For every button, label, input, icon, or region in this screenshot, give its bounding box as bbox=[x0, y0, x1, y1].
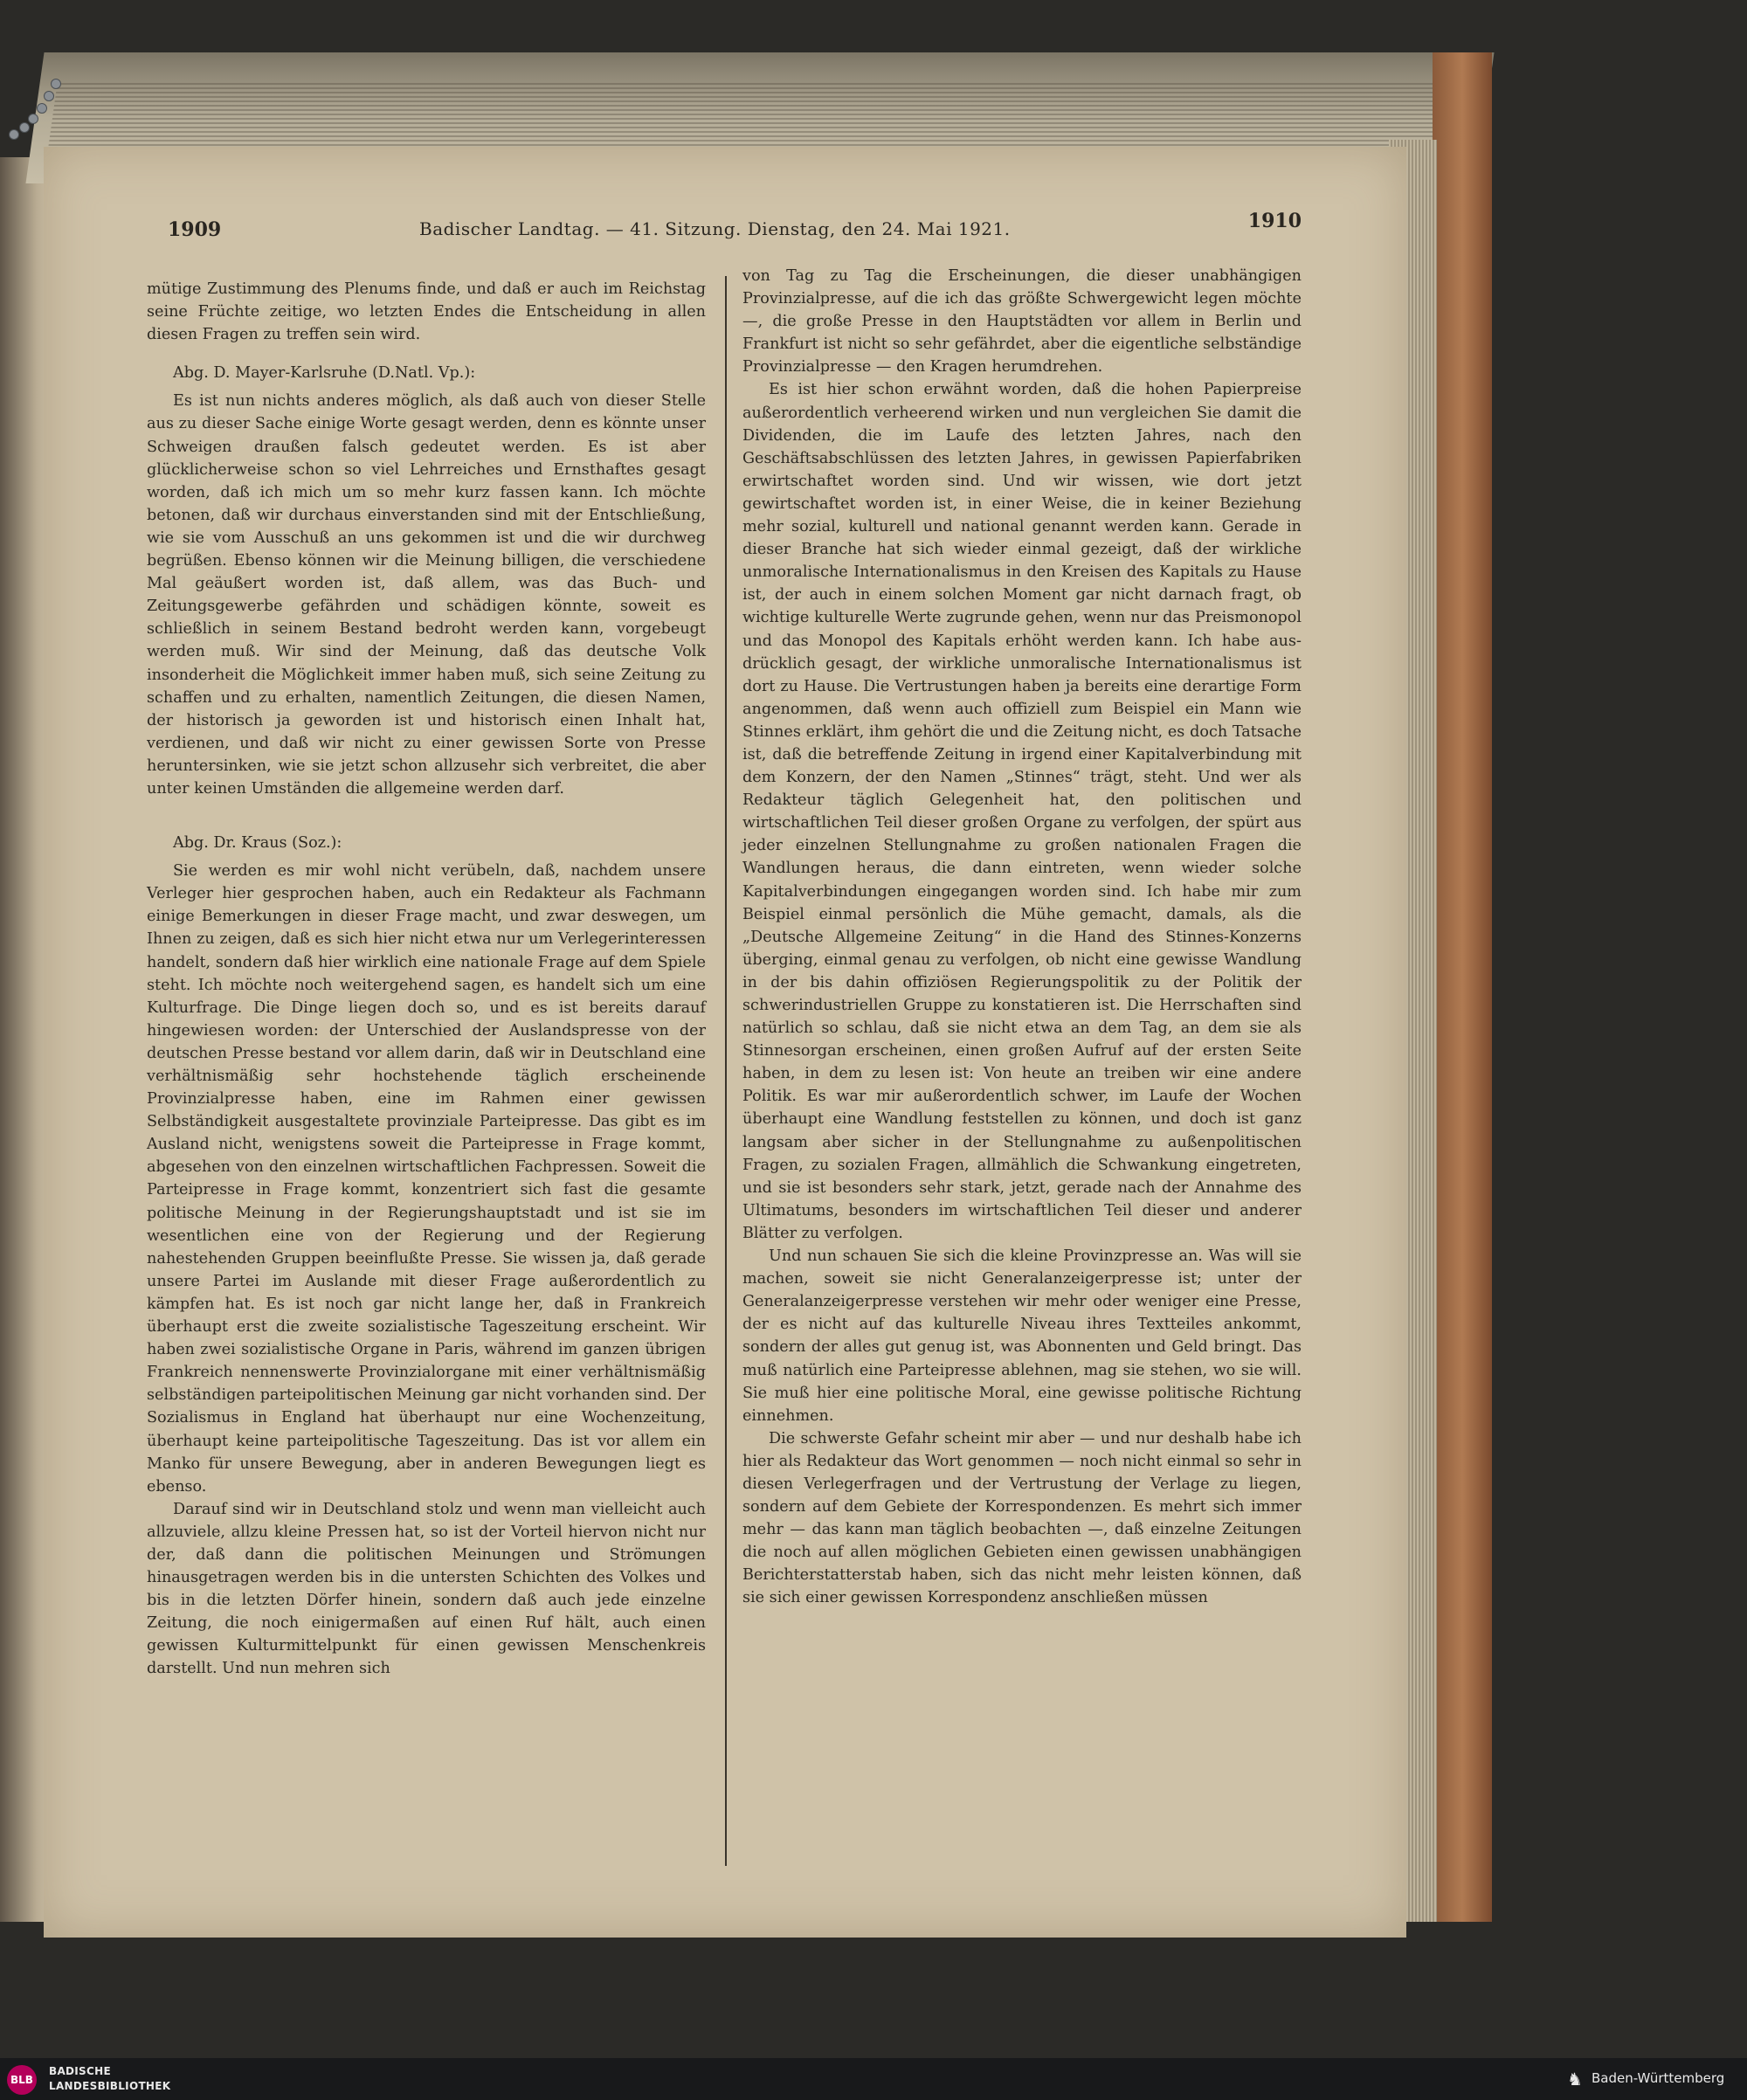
paragraph: mütige Zustimmung des Plenums finde, und daß er auch im Reichstag seine Früchte zeitige, wo letzten Endes die Entscheidung in allen diesen Fragen zu treffen sein wird. bbox=[147, 280, 706, 344]
paragraph: Die schwerste Gefahr scheint mir aber — und nur deshalb habe ich hier als Redakteur das Wort genommen — noch nicht einmal so sehr in diesen Verlegerfragen und der Vertrustung der Verlage zu liegen, sondern auf dem Gebiete der Korrespondenzen. Es mehrt sich immer mehr — das kann man täglich beobachten —, daß einzelne Zeitungen die noch auf allen möglichen Gebieten einen gewissen unabhängigen Berichterstatterstab haben, sich das nicht mehr leisten können, daß sie sich einer gewissen Korrespondenz anschließen müssen bbox=[742, 1429, 1302, 1607]
page-header bbox=[44, 210, 1406, 253]
page-number-right: 1910 bbox=[1247, 210, 1302, 232]
footer-bar bbox=[0, 2058, 1747, 2100]
institution-name bbox=[49, 2064, 170, 2094]
paragraph: Es ist nun nichts anderes möglich, als daß auch von dieser Stelle aus zu dieser Sache einige Worte gesagt werden, denn es könnte unser Schweigen draußen falsch gedeutet werden. Es ist aber glücklicherweise schon so viel Lehrreiches und Ernsthaftes gesagt worden, daß ich mich um so mehr kurz fassen kann. Ich möchte betonen, daß wir durchaus einverstanden sind mit der Entschließung, wie sie vom Ausschuß an uns gekommen ist und die wir durchweg begrüßen. Ebenso können wir die Meinung billigen, die verschiedene Mal geäußert worden ist, daß allem, was das Buch- und Zeitungsgewerbe gefährden und schädigen könnte, soweit es schließlich in seinem Bestand bedroht werden kann, vorgebeugt werden muß. Wir sind der Meinung, daß das deutsche Volk insonderheit die Möglichkeit immer haben muß, sich seine Zeitung zu schaffen und zu erhalten, namentlich Zeitungen, die diesen Namen, der historisch ja geworden ist und historisch einen Inhalt hat, verdienen, und daß wir nicht zu einer gewissen Sorte von Presse heruntersinken, wie sie jetzt schon allzusehr sich verbreitet, die aber unter keinen Umständen die allgemeine werden darf. bbox=[147, 392, 706, 798]
running-title: Badischer Landtag. — 41. Sitzung. Dienstag, den 24. Mai 1921. bbox=[419, 218, 1011, 239]
book-cover-right bbox=[1433, 52, 1492, 1922]
document-page bbox=[44, 147, 1406, 1938]
book-top-page-lines bbox=[47, 83, 1454, 153]
paragraph: Und nun schauen Sie sich die kleine Provinzpresse an. Was will sie machen, soweit sie nicht Generalanzeigerpresse ist; unter der Generalanzeigerpresse verstehen wir mehr oder weniger eine Presse, der es nicht auf das kulturelle Niveau ihres Textteiles ankommt, sondern der alles gut genug ist, was Abonnenten und Geld bringt. Das muß natürlich eine Parteipresse ablehnen, mag sie stehen, wo sie will. Sie muß hier eine politische Moral, eine gewisse politische Richtung einnehmen. bbox=[742, 1247, 1302, 1425]
paragraph: Darauf sind wir in Deutschland stolz und wenn man vielleicht auch allzuviele, allzu kleine Pressen hat, so ist der Vorteil hiervon nicht nur der, daß dann die politischen Meinungen und Strömungen hinausgetragen werden bis in die untersten Schichten des Volkes und bis in die letzten Dörfer hinein, sondern daß auch jede einzelne Zeitung, die noch einigermaßen auf einen Ruf hält, auch einen gewissen Kulturmittelpunkt für einen gewissen Menschenkreis darstellt. Und nun mehren sich bbox=[147, 1500, 706, 1678]
speaker-heading: Abg. Dr. Kraus (Soz.): bbox=[173, 834, 342, 853]
paragraph: Sie werden es mir wohl nicht verübeln, daß, nachdem unsere Verleger hier gesprochen haben, auch ein Redakteur als Fachmann einige Bemerkungen in dieser Frage macht, und zwar deswegen, um Ihnen zu zeigen, daß es sich hier nicht etwa nur um Verlegerinteressen handelt, sondern daß hier wirklich eine nationale Frage auf dem Spiele steht. Ich möchte noch weitergehend sagen, es handelt sich um eine Kulturfrage. Die Dinge liegen doch so, und es ist bereits darauf hingewiesen worden: der Unterschied der Auslandspresse von der deutschen Presse bestand vor allem darin, daß wir in Deutschland eine verhältnismäßig sehr hochstehende täglich erscheinende Provinzialpresse haben, eine im Rahmen einer gewissen Selbständigkeit ausgestaltete provinziale Parteipresse. Das gibt es im Ausland nicht, wenigstens soweit die Parteipresse in Frage kommt, abgesehen von den einzelnen wirtschaftlichen Fachpressen. Soweit die Parteipresse in Frage kommt, konzentriert sich fast die gesamte politische Meinung in der Regierungshauptstadt und ist sie im wesentlichen eine von der Regierung und der Regierung nahestehenden Gruppen beeinflußte Presse. Sie wissen ja, daß gerade unsere Partei im Auslande mit dieser Frage außerordentlich zu kämpfen hat. Es ist noch gar nicht lange her, daß in Frankreich überhaupt erst die zweite sozialistische Tageszeitung erscheint. Wir haben zwei sozialistische Organe in Paris, während im ganzen übrigen Frankreich nennenswerte Provinzialorgane mit einer verhältnismäßig selbständigen parteipolitischen Meinung gar nicht vorhanden sind. Der Sozialismus in England hat überhaupt nur eine Wochenzeitung, überhaupt keine parteipolitische Tageszeitung. Das ist vor allem ein Manko für unsere Bewegung, aber in anderen Bewegungen liegt es ebenso. bbox=[147, 862, 706, 1496]
paragraph: Es ist hier schon erwähnt worden, daß die hohen Papierpreise außerordentlich verheerend wirken und nun vergleichen Sie damit die Dividenden, die im Laufe des letzten Jahres, nach den Geschäftsabschlüssen des letzten Jahres, in gewissen Papierfabriken erwirtschaftet worden sind. Und wir wissen, wie dort jetzt gewirtschaftet worden ist, in einer Weise, die in keiner Beziehung mehr sozial, kulturell und national genannt werden kann. Gerade in dieser Branche hat sich wieder einmal gezeigt, daß der wirkliche unmoralische Internationalismus in den Kreisen des Kapitals zu Hause ist, der auch in einem solchen Moment gar nicht darnach fragt, ob wichtige kulturelle Werte zugrunde gehen, wenn nur das Preismonopol und das Monopol des Kapitals erhöht werden kann. Ich habe ausdrücklich gesagt, der wirkliche unmoralische Internationalismus ist dort zu Hause. Die Vertrustungen haben ja bereits eine derartige Form angenommen, daß wenn auch offiziell zum Beispiel ein Mann wie Stinnes erklärt, ihm gehört die und die Zeitung nicht, es doch Tatsache ist, daß die betreffende Zeitung in irgend einer Kapitalverbindung mit dem Konzern, der den Namen „Stinnes“ trägt, steht. Und wer als Redakteur täglich Gelegenheit hat, den politischen und wirtschaftlichen Teil dieser großen Organe zu verfolgen, der spürt aus jeder einzelnen Stellungnahme zu großen nationalen Fragen die Wandlungen heraus, die dann eintreten, wenn wieder solche Kapitalverbindungen eingegangen worden sind. Ich habe mir zum Beispiel einmal persönlich die Mühe gemacht, damals, als die „Deutsche Allgemeine Zeitung“ in die Hand des Stinnes-Konzerns überging, einmal genau zu verfolgen, ob nicht eine gewisse Wandlung in der bis dahin offiziösen Regierungspolitik zu der Politik der schwerindustriellen Gruppe zu konstatieren ist. Die Herrschaften sind natürlich so schlau, daß sie nicht etwa an dem Tag, an dem sie als Stinnesorgan erscheinen, einen großen Aufruf auf der ersten Seite haben, in dem zu lesen ist: Von heute an treiben wir eine andere Politik. Es war mir außerordentlich schwer, im Laufe der Wochen überhaupt eine Wandlung feststellen zu können, und doch ist ganz langsam aber sicher in der Stellungnahme zu außenpolitischen Fragen, zu sozialen Fragen, allmählich die Schwankung eingetreten, und sie ist besonders sehr stark, jetzt, gerade nach der Annahme des Ultimatums, besonders im wirtschaftlichen Teil dieser und anderer Blätter zu verfolgen. bbox=[742, 381, 1302, 1242]
paragraph: von Tag zu Tag die Erscheinungen, die dieser unabhängigen Provinzialpresse, auf die ich das größte Schwergewicht legen möchte —, die große Presse in den Hauptstädten vor allem in Berlin und Frankfurt ist nicht so sehr gefährdet, aber die eigentliche selbständige Provinzialpresse — den Kragen herumdrehen. bbox=[742, 267, 1302, 376]
institution-line-2: LANDESBIBLIOTHEK bbox=[49, 2080, 171, 2092]
column-divider bbox=[725, 276, 727, 1866]
scan-bottom-background bbox=[0, 1922, 1747, 2058]
page-number-left: 1909 bbox=[168, 218, 222, 241]
blb-logo[interactable]: BLB bbox=[7, 2065, 37, 2095]
partner-name[interactable]: Baden-Württemberg bbox=[1592, 2070, 1725, 2086]
institution-line-1: BADISCHE bbox=[49, 2065, 111, 2077]
left-column bbox=[147, 278, 706, 1681]
state-emblem-icon: ♞ bbox=[1567, 2069, 1583, 2090]
right-column bbox=[742, 265, 1302, 1610]
speaker-heading: Abg. D. Mayer-Karlsruhe (D.Natl. Vp.): bbox=[173, 364, 476, 383]
binding-beads bbox=[0, 52, 70, 157]
